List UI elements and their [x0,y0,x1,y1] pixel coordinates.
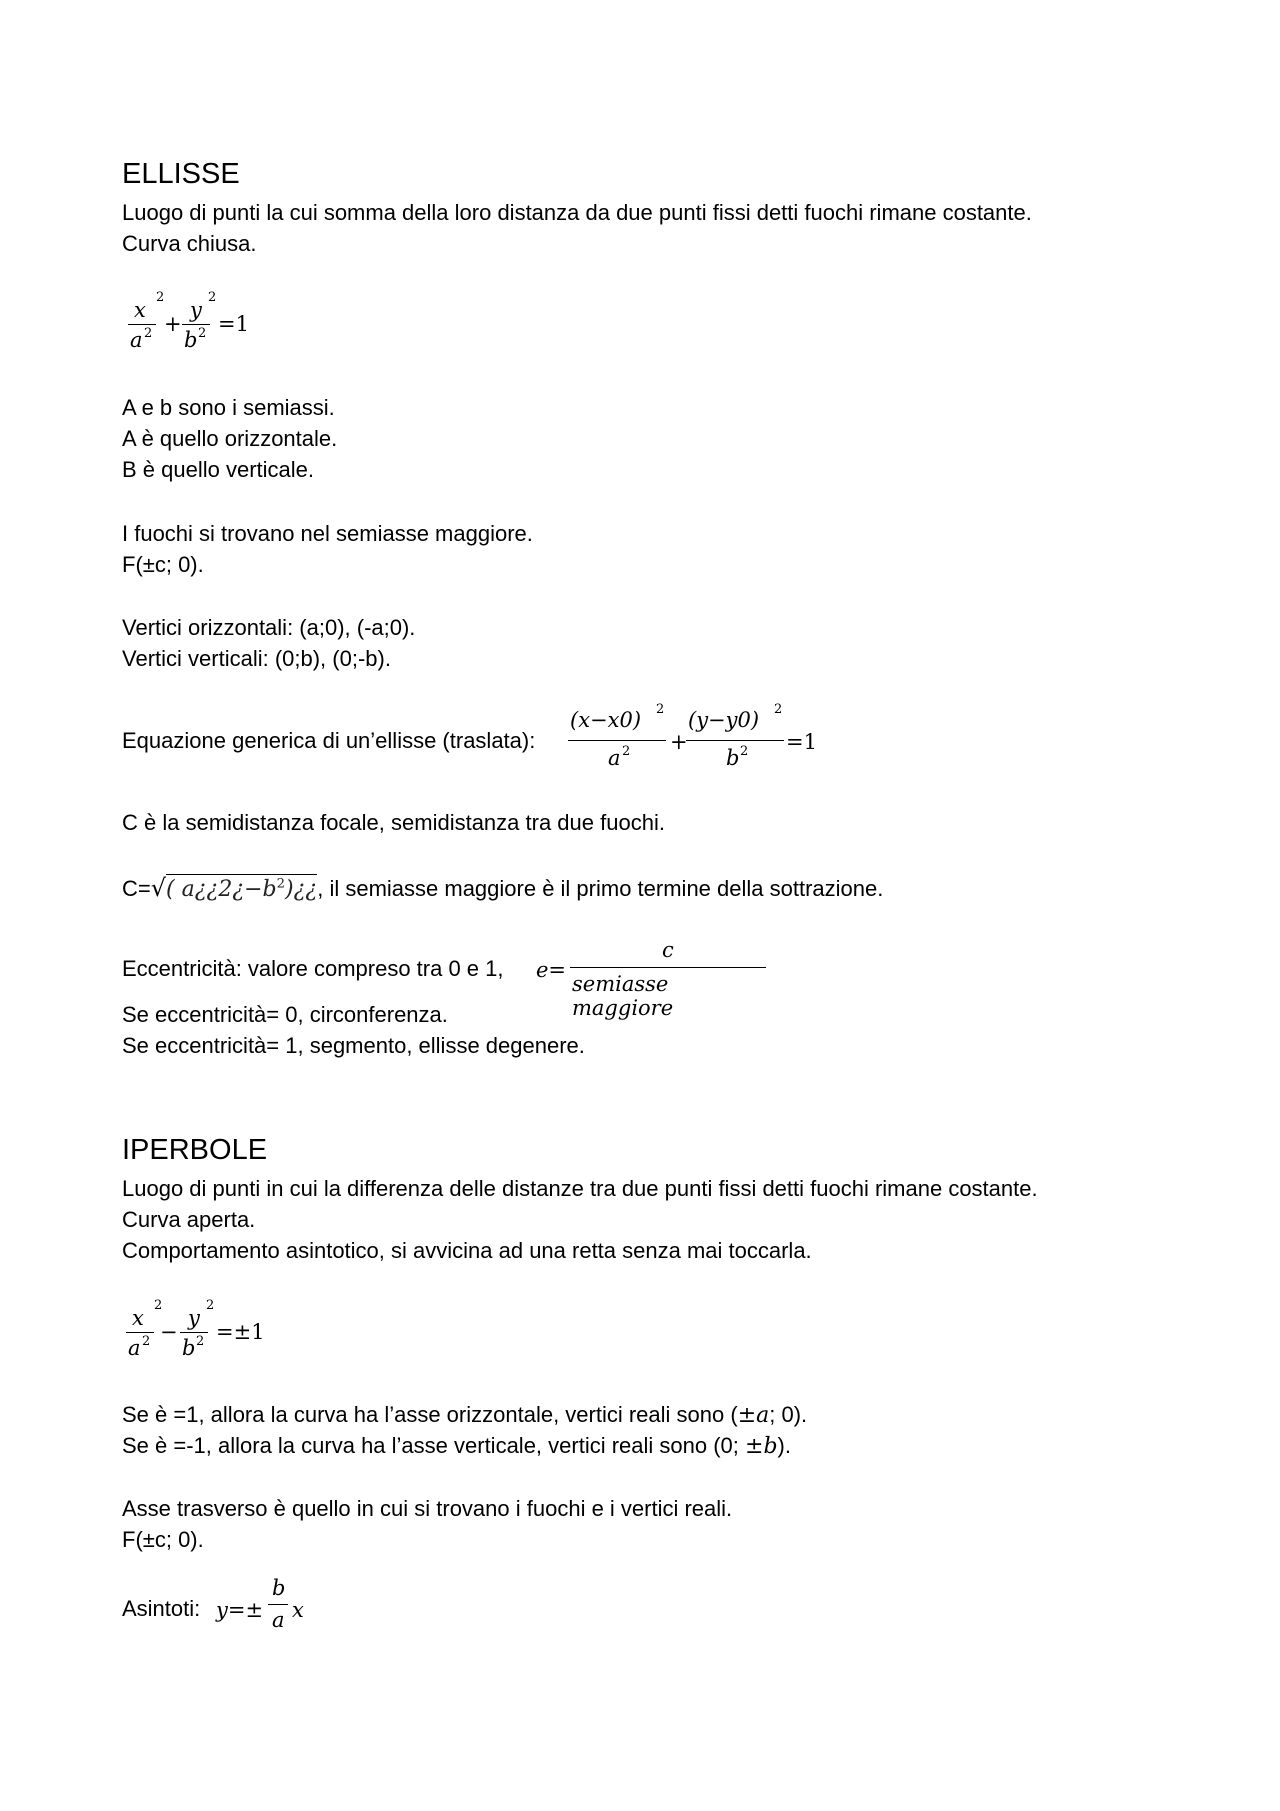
ecc-num: c [662,938,674,962]
heq-exp: 2 [196,1334,205,1349]
eccentricity-label: Eccentricità: valore compreso tra 0 e 1, [122,956,504,981]
heq-den-b: b [182,1336,196,1360]
eq-num-x: x [134,298,146,322]
ecc-lhs: e= [536,958,567,982]
eq-fraction-bar [128,324,156,325]
heq-fraction-bar [126,1332,154,1333]
asint-num: b [272,1576,286,1600]
c-explanation: , il semiasse maggiore è il primo termine della sottrazione. [317,876,884,901]
generic-fraction-bar [568,740,666,741]
asintoti-formula [216,1576,316,1640]
generic-rhs: =1 [786,730,817,754]
case-vertical-math: ±b [745,1434,778,1459]
case-vertical-end: ). [777,1433,791,1458]
eccentricity-formula [534,938,774,1020]
ellisse-curve-type: Curva chiusa. [122,231,257,256]
fuochi-line-2: F(±c; 0). [122,552,204,577]
iperbole-curve-type: Curva aperta. [122,1207,256,1232]
generic-fraction-bar [686,740,784,741]
asint-den: a [272,1608,285,1632]
eq-exp: 2 [208,290,217,305]
generic-plus: + [670,730,688,754]
eccentricity-one: Se eccentricità= 1, segmento, ellisse degenere. [122,1033,585,1058]
c-radicand-exp: 2 [276,876,286,892]
heq-den-a: a [128,1336,141,1360]
c-formula-line [122,876,883,901]
c-radicand [166,874,317,902]
iperbole-definition: Luogo di punti in cui la differenza delle distanze tra due punti fissi detti fuochi rimane costante. [122,1176,1038,1201]
eq-num-y: y [190,298,202,322]
heq-minus: − [160,1320,178,1344]
iperbole-title: IPERBOLE [122,1134,268,1166]
fuochi-line-1: I fuochi si trovano nel semiasse maggiore. [122,521,533,546]
generic-num-1: (x−x0) [570,708,642,732]
case-horizontal-end: ; 0). [769,1402,808,1427]
generic-equation [566,702,836,778]
heq-num-x: x [132,1306,144,1330]
generic-exp: 2 [774,702,783,717]
eq-exp: 2 [156,290,165,305]
eq-fraction-bar [182,324,210,325]
generic-exp: 2 [622,744,631,759]
eq-rhs: =1 [218,312,249,336]
generic-num-2: (y−y0) [688,708,760,732]
sqrt-icon: √ [150,874,167,902]
semiassi-line-2: A è quello orizzontale. [122,426,338,451]
ecc-fraction-bar [570,967,766,968]
case-vertical-text: Se è =-1, allora la curva ha l’asse verticale, vertici reali sono (0; [122,1433,746,1458]
semiassi-line-1: A e b sono i semiassi. [122,395,335,420]
heq-num-y: y [188,1306,200,1330]
asint-lhs: y=± [216,1598,264,1622]
eq-plus: + [164,312,182,336]
eccentricity-zero: Se eccentricità= 0, circonferenza. [122,1002,448,1027]
iperbole-asymptotic: Comportamento asintotico, si avvicina ad una retta senza mai toccarla. [122,1238,812,1263]
heq-fraction-bar [180,1332,208,1333]
case-vertical [122,1435,791,1458]
c-label: C= [122,876,151,901]
generic-den-b: b [726,746,740,770]
asintoti-label: Asintoti: [122,1596,201,1621]
generic-den-a: a [608,746,621,770]
semidistanza-definition: C è la semidistanza focale, semidistanza tra due fuochi. [122,810,665,835]
iperbole-equation [122,1298,282,1368]
case-horizontal [122,1404,807,1427]
generic-exp: 2 [656,702,665,717]
heq-exp: 2 [206,1298,215,1313]
ellisse-title: ELLISSE [122,158,240,190]
case-horizontal-math: ±a [737,1403,770,1428]
ecc-den: semiasse maggiore [572,972,674,1020]
ellisse-definition: Luogo di punti la cui somma della loro distanza da due punti fissi detti fuochi rimane costante. [122,200,1032,225]
asint-fraction-bar [268,1604,288,1605]
case-horizontal-text: Se è =1, allora la curva ha l’asse orizzontale, vertici reali sono ( [122,1402,738,1427]
heq-exp: 2 [142,1334,151,1349]
eq-den-a: a [130,328,143,352]
c-radicand-part-1: ( a¿¿2¿−b [166,877,277,902]
semiassi-line-3: B è quello verticale. [122,457,314,482]
heq-exp: 2 [154,1298,163,1313]
eq-exp: 2 [144,326,153,341]
ellisse-equation [124,290,284,360]
generic-exp: 2 [740,744,749,759]
heq-rhs: =±1 [216,1320,265,1344]
c-radicand-part-2: )¿¿ [285,877,318,902]
generic-equation-label: Equazione generica di un’ellisse (traslata): [122,728,536,753]
eq-exp: 2 [198,326,207,341]
asse-trasverso: Asse trasverso è quello in cui si trovano i fuochi e i vertici reali. [122,1496,733,1521]
asint-x: x [292,1598,304,1622]
iperbole-fuochi: F(±c; 0). [122,1527,204,1552]
vertici-line-2: Vertici verticali: (0;b), (0;-b). [122,646,391,671]
eq-den-b: b [184,328,198,352]
vertici-line-1: Vertici orizzontali: (a;0), (-a;0). [122,615,416,640]
